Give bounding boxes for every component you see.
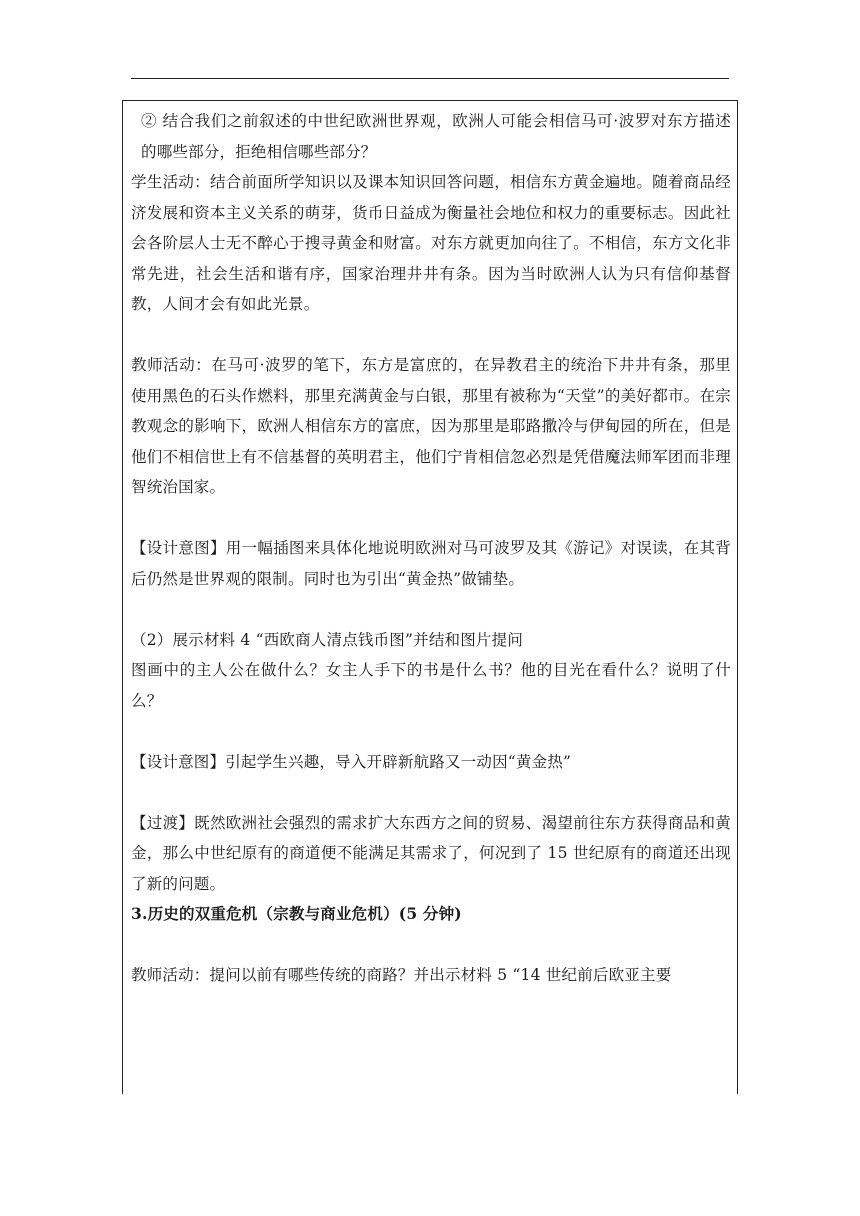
transition: 【过渡】既然欧洲社会强烈的需求扩大东西方之间的贸易、渴望前往东方获得商品和黄金，那么中世纪原有的商道便不能满足其需求了，何况到了 15 世纪原有的商道还出现了新的问题。 [131,813,731,893]
picture-questions: 图画中的主人公在做什么？女主人手下的书是什么书？他的目光在看什么？说明了什么？ [131,661,731,710]
teacher-activity: 教师活动：在马可·波罗的笔下，东方是富庶的，在异教君主的统治下井井有条，那里使用黑色的石头作燃料，那里充满黄金与白银，那里有被称为“天堂”的美好都市。在宗教观念的影响下，欧洲人相信东方的富庶，因为那里是耶路撒冷与伊甸园的所在，但是他们不相信世上有不信基督的英明君主，他们宁肯相信忽必烈是凭借魔法师军团而非理智统治国家。 [131,356,731,496]
lesson-content [131,106,731,991]
design-intent-2: 【设计意图】引起学生兴趣，导入开辟新航路又一动因“黄金热” [131,752,572,771]
teacher-activity-2: 教师活动：提问以前有哪些传统的商路？并出示材料 5 “14 世纪前后欧亚主要 [131,966,672,984]
question-2: ② 结合我们之前叙述的中世纪欧洲世界观，欧洲人可能会相信马可·波罗对东方描述的哪些部分，拒绝相信哪些部分？ [141,112,731,161]
section-heading-3: 3.历史的双重危机（宗教与商业危机）(5 分钟) [131,904,462,923]
material-4-prompt: （2）展示材料 4 “西欧商人清点钱币图”并结和图片提问 [131,630,524,649]
header-rule [131,78,729,79]
student-activity: 学生活动：结合前面所学知识以及课本知识回答问题，相信东方黄金遍地。随着商品经济发展和资本主义关系的萌芽，货币日益成为衡量社会地位和权力的重要标志。因此社会各阶层人士无不醉心于搜寻黄金和财富。对东方就更加向往了。不相信，东方文化非常先进，社会生活和谐有序，国家治理井井有条。因为当时欧洲人认为只有信仰基督教，人间才会有如此光景。 [131,173,731,313]
design-intent-1: 【设计意图】用一幅插图来具体化地说明欧洲对马可波罗及其《游记》对误读，在其背后仍然是世界观的限制。同时也为引出“黄金热”做铺垫。 [131,539,731,588]
